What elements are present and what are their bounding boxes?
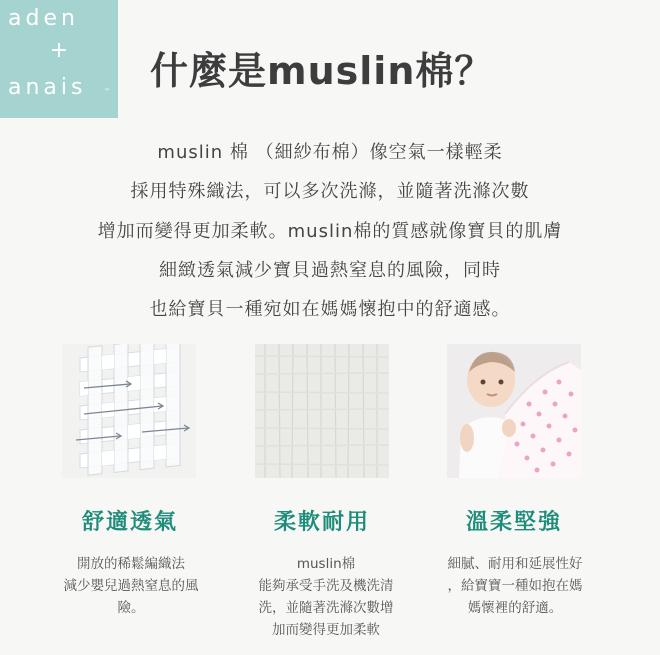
intro-line: 也給寶貝一種宛如在媽媽懷抱中的舒適感。: [149, 299, 511, 320]
feature-desc-line: 加而變得更加柔軟: [272, 622, 380, 638]
woven-fabric-image: [62, 344, 196, 478]
feature-title-breathable: 舒適透氣: [81, 510, 178, 535]
feature-desc-line: muslin棉: [296, 556, 356, 572]
muslin-texture-image: [255, 344, 389, 478]
feature-desc-line: 開放的稀鬆編織法: [77, 556, 185, 572]
intro-line: muslin 棉 （細紗布棉）像空氣一樣輕柔: [157, 142, 503, 163]
logo-line-1: aden: [8, 6, 79, 31]
feature-desc-line: ，給寶寶一種如抱在媽: [447, 578, 583, 594]
feature-title-gentle: 溫柔堅強: [465, 510, 562, 535]
intro-line: 採用特殊織法，可以多次洗滌，並隨著洗滌次數: [130, 181, 530, 202]
brand-logo: [0, 0, 118, 118]
feature-desc-breathable: [46, 553, 216, 619]
baby-photo: [447, 344, 581, 478]
feature-desc-line: 減少嬰兒過熱窒息的風: [63, 578, 199, 594]
logo-plus: +: [49, 38, 69, 63]
feature-desc-line: 洗，並隨著洗滌次數增: [258, 600, 394, 616]
intro-line: 增加而變得更加柔軟。muslin棉的質感就像寶貝的肌膚: [97, 221, 563, 242]
feature-desc-gentle: [430, 553, 600, 619]
logo-line-2: anais: [8, 75, 87, 100]
page-title: 什麼是muslin棉？: [150, 49, 494, 93]
feature-title-durable: 柔軟耐用: [273, 510, 370, 535]
feature-desc-line: 細膩、耐用和延展性好: [447, 556, 583, 572]
feature-desc-line: 險。: [117, 600, 145, 616]
intro-line: 細緻透氣減少寶貝過熱窒息的風險，同時: [159, 260, 501, 281]
feature-desc-line: 能夠承受手洗及機洗清: [258, 578, 394, 594]
logo-trademark: ™: [104, 88, 110, 95]
feature-desc-durable: [241, 553, 411, 641]
feature-desc-line: 媽懷裡的舒適。: [467, 600, 563, 616]
